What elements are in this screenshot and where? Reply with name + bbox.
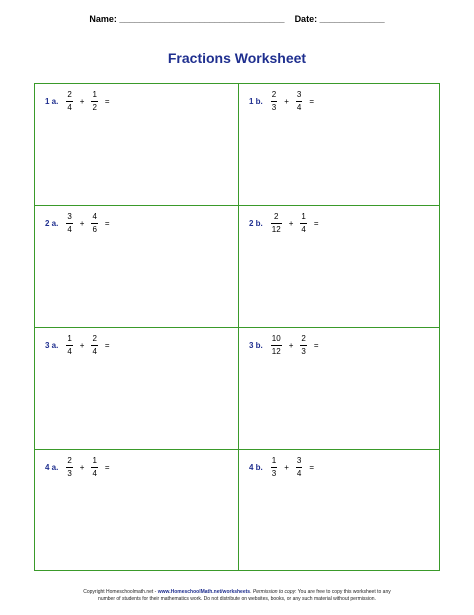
fraction-b — [296, 456, 302, 479]
numerator: 1 — [301, 212, 306, 221]
grid-divider-row-3 — [35, 449, 439, 450]
fraction-bar — [271, 223, 282, 224]
fraction-b — [296, 90, 302, 113]
fraction-bar — [66, 101, 72, 102]
denominator: 4 — [296, 469, 302, 478]
problem-label: 3 b. — [249, 341, 263, 350]
fraction-a — [271, 456, 277, 479]
denominator: 4 — [92, 469, 97, 478]
equals-sign: = — [104, 341, 110, 350]
equals-sign: = — [104, 97, 110, 106]
numerator: 4 — [92, 212, 97, 221]
numerator: 3 — [67, 212, 72, 221]
fraction-bar — [271, 101, 277, 102]
denominator: 4 — [67, 103, 72, 112]
fraction-bar — [296, 467, 302, 468]
footer-permission-text: : You are free to copy this worksheet to any — [295, 589, 391, 595]
equals-sign: = — [309, 97, 315, 106]
fraction-a — [66, 212, 72, 235]
fraction-b — [91, 90, 97, 113]
denominator: 4 — [67, 347, 72, 356]
date-field[interactable]: _____________ — [319, 14, 385, 24]
name-field[interactable]: _________________________________ — [119, 14, 285, 24]
problem-label: 2 b. — [249, 219, 263, 228]
equals-sign: = — [309, 463, 315, 472]
footer-permission-label: Permission to copy — [252, 589, 296, 595]
fraction-bar — [300, 345, 306, 346]
fraction-b — [300, 334, 306, 357]
denominator: 6 — [92, 225, 97, 234]
plus-sign: + — [284, 97, 289, 106]
fraction-bar — [66, 345, 72, 346]
fraction-bar — [91, 345, 97, 346]
numerator: 2 — [92, 334, 97, 343]
fraction-b — [91, 456, 97, 479]
footer: Copyright Homeschoolmath.net - www.HomeschoolMath.net/worksheets. Permission to copy: You are free to copy this worksheet to any number of students for their mathematics work. Do not distribute on websites, books, or any such material without permission. — [83, 589, 391, 602]
plus-sign: + — [288, 341, 294, 350]
fraction-bar — [91, 467, 97, 468]
fraction-a — [66, 90, 72, 113]
denominator: 4 — [67, 225, 72, 234]
problem-label: 4 a. — [45, 463, 59, 472]
problem-4 — [249, 212, 323, 235]
numerator: 3 — [296, 456, 302, 465]
problem-7 — [45, 456, 115, 479]
numerator: 1 — [67, 334, 72, 343]
denominator: 4 — [301, 225, 306, 234]
fraction-a — [66, 334, 72, 357]
denominator: 2 — [92, 103, 97, 112]
denominator: 4 — [92, 347, 97, 356]
fraction-bar — [300, 223, 306, 224]
footer-copyright: Copyright Homeschoolmath.net - — [83, 589, 158, 595]
numerator: 1 — [92, 456, 97, 465]
numerator: 2 — [67, 90, 72, 99]
problem-label: 1 a. — [45, 97, 59, 106]
fraction-bar — [66, 223, 72, 224]
name-date-line — [0, 14, 474, 24]
plus-sign: + — [79, 341, 85, 350]
grid-divider-row-2 — [35, 327, 439, 328]
problem-1 — [45, 90, 115, 113]
plus-sign: + — [79, 97, 85, 106]
numerator: 2 — [274, 212, 279, 221]
name-label: Name: — [89, 14, 117, 24]
plus-sign: + — [79, 463, 85, 472]
fraction-bar — [271, 467, 277, 468]
fraction-bar — [91, 101, 97, 102]
problem-grid — [34, 83, 440, 571]
equals-sign: = — [104, 219, 110, 228]
problem-3 — [45, 212, 115, 235]
denominator: 3 — [271, 103, 277, 112]
denominator: 4 — [296, 103, 302, 112]
numerator: 1 — [92, 90, 97, 99]
footer-link[interactable]: www.HomeschoolMath.net/worksheets — [157, 589, 251, 595]
denominator: 3 — [301, 347, 306, 356]
fraction-a — [66, 456, 72, 479]
denominator: 12 — [271, 225, 281, 234]
denominator: 3 — [67, 469, 72, 478]
fraction-bar — [66, 467, 72, 468]
problem-label: 2 a. — [45, 219, 59, 228]
equals-sign: = — [313, 219, 319, 228]
problem-label: 4 b. — [249, 463, 263, 472]
fraction-b — [300, 212, 306, 235]
plus-sign: + — [79, 219, 85, 228]
numerator: 2 — [301, 334, 306, 343]
fraction-a — [271, 334, 282, 357]
equals-sign: = — [104, 463, 110, 472]
numerator: 2 — [271, 90, 277, 99]
problem-2 — [249, 90, 319, 113]
fraction-b — [91, 334, 97, 357]
denominator: 12 — [271, 347, 281, 356]
fraction-b — [91, 212, 97, 235]
problem-6 — [249, 334, 323, 357]
numerator: 3 — [296, 90, 302, 99]
fraction-a — [271, 212, 282, 235]
footer-line-2: number of students for their mathematics work. Do not distribute on websites, books, or any such material without permission. — [98, 596, 376, 602]
denominator: 3 — [271, 469, 277, 478]
grid-divider-row-1 — [35, 205, 439, 206]
date-label: Date: — [294, 14, 318, 24]
numerator: 1 — [271, 456, 277, 465]
fraction-bar — [91, 223, 97, 224]
fraction-bar — [271, 345, 282, 346]
problem-5 — [45, 334, 115, 357]
numerator: 2 — [67, 456, 72, 465]
problem-label: 1 b. — [249, 97, 263, 106]
fraction-bar — [296, 101, 302, 102]
numerator: 10 — [271, 334, 281, 343]
plus-sign: + — [288, 219, 294, 228]
fraction-a — [271, 90, 277, 113]
equals-sign: = — [313, 341, 319, 350]
problem-label: 3 a. — [45, 341, 59, 350]
plus-sign: + — [284, 463, 289, 472]
worksheet-title: Fractions Worksheet — [167, 50, 307, 66]
problem-8 — [249, 456, 319, 479]
